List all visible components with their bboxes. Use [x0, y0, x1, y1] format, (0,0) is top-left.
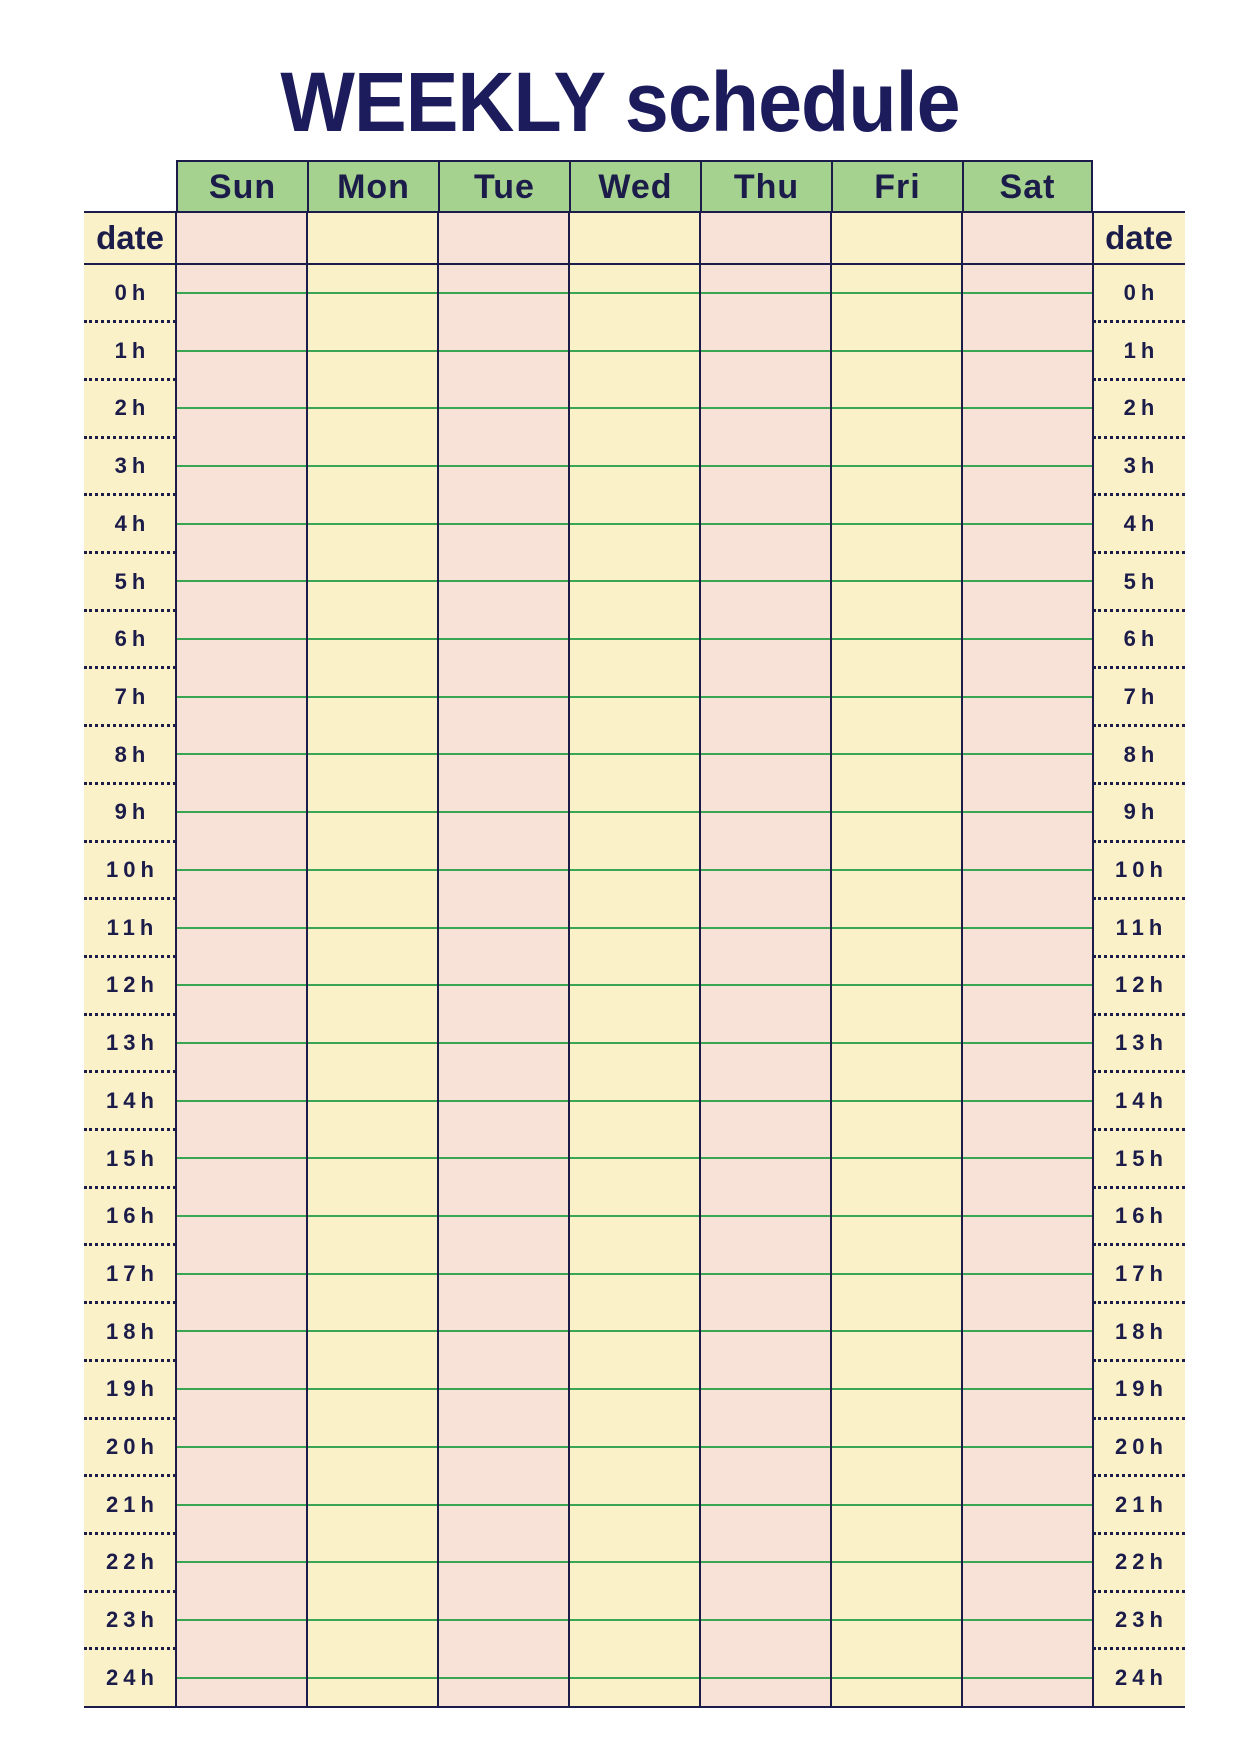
column-divider [568, 212, 570, 1707]
half-hour-line [176, 1504, 1093, 1506]
right-hour-label: 7h [1123, 683, 1160, 709]
half-hour-line [176, 984, 1093, 986]
grid-rule [84, 1706, 1185, 1708]
right-hour-label: 15h [1115, 1145, 1168, 1171]
right-hour-label: 14h [1115, 1087, 1168, 1113]
right-hour-label: 16h [1115, 1203, 1168, 1229]
half-hour-line [176, 523, 1093, 525]
column-divider [437, 212, 439, 1707]
left-hour-label: 7h [114, 683, 151, 709]
right-hour-label: 19h [1115, 1376, 1168, 1402]
left-hour-label: 15h [106, 1145, 159, 1171]
left-hour-label: 6h [114, 626, 151, 652]
grid-rule [84, 211, 1185, 213]
right-hour-label: 13h [1115, 1030, 1168, 1056]
column-divider [175, 212, 177, 1707]
half-hour-line [176, 927, 1093, 929]
page-title: WEEKLY schedule [280, 55, 960, 149]
half-hour-line [176, 696, 1093, 698]
half-hour-line [176, 1100, 1093, 1102]
half-hour-line [176, 292, 1093, 294]
right-hour-label: 3h [1123, 453, 1160, 479]
left-hour-label: 8h [114, 741, 151, 767]
left-hour-label: 21h [106, 1491, 159, 1517]
left-hour-label: 20h [106, 1434, 159, 1459]
column-divider [306, 212, 308, 1707]
column-divider [961, 212, 963, 1707]
right-date-label: date [1105, 219, 1173, 256]
left-hour-label: 0h [114, 280, 151, 305]
left-hour-label: 12h [106, 972, 159, 998]
left-hour-label: 19h [106, 1376, 159, 1402]
half-hour-line [176, 465, 1093, 467]
left-hour-label: 3h [114, 453, 151, 479]
right-hour-label: 23h [1115, 1607, 1168, 1633]
half-hour-line [176, 1388, 1093, 1390]
right-hour-label: 8h [1123, 741, 1160, 767]
day-header-mon: Mon [307, 160, 438, 212]
right-hour-label: 5h [1123, 568, 1160, 594]
right-hour-label: 20h [1115, 1434, 1168, 1459]
day-column-tue[interactable] [438, 212, 569, 1707]
half-hour-line [176, 1042, 1093, 1044]
right-hour-label: 17h [1115, 1260, 1168, 1286]
left-hour-label: 23h [106, 1607, 159, 1633]
left-hour-label: 14h [106, 1087, 159, 1113]
left-hour-label: 17h [106, 1260, 159, 1286]
right-hour-label: 22h [1115, 1549, 1168, 1575]
right-hour-label: 10h [1115, 857, 1168, 882]
half-hour-line [176, 407, 1093, 409]
half-hour-line [176, 638, 1093, 640]
right-hour-label: 24h [1115, 1664, 1168, 1690]
half-hour-line [176, 1561, 1093, 1563]
left-hour-label: 13h [106, 1030, 159, 1056]
right-hour-label: 12h [1115, 972, 1168, 998]
half-hour-line [176, 811, 1093, 813]
half-hour-line [176, 753, 1093, 755]
day-header-sat: Sat [962, 160, 1093, 212]
left-hour-label: 9h [114, 799, 151, 825]
left-date-label: date [96, 219, 164, 256]
half-hour-line [176, 1619, 1093, 1621]
right-hour-label: 0h [1123, 280, 1160, 305]
day-column-mon[interactable] [307, 212, 438, 1707]
day-header-thu: Thu [700, 160, 831, 212]
day-header-fri: Fri [831, 160, 962, 212]
right-hour-label: 11h [1115, 914, 1168, 940]
left-hour-label: 22h [106, 1549, 159, 1575]
right-hour-label: 4h [1123, 510, 1160, 536]
day-column-wed[interactable] [569, 212, 700, 1707]
day-header-wed: Wed [569, 160, 700, 212]
day-column-fri[interactable] [831, 212, 962, 1707]
half-hour-line [176, 1215, 1093, 1217]
left-hour-label: 5h [114, 568, 151, 594]
half-hour-line [176, 350, 1093, 352]
left-hour-label: 1h [114, 337, 151, 363]
column-divider [1092, 212, 1094, 1707]
right-hour-label: 21h [1115, 1491, 1168, 1517]
right-hour-label: 6h [1123, 626, 1160, 652]
column-divider [830, 212, 832, 1707]
grid-rule [84, 263, 1185, 265]
day-column-thu[interactable] [700, 212, 831, 1707]
half-hour-line [176, 1677, 1093, 1679]
right-hour-label: 18h [1115, 1318, 1168, 1344]
right-hour-label: 1h [1123, 337, 1160, 363]
half-hour-line [176, 1273, 1093, 1275]
half-hour-line [176, 1446, 1093, 1448]
left-hour-label: 18h [106, 1318, 159, 1344]
left-hour-label: 11h [106, 914, 159, 940]
right-hour-label: 2h [1123, 395, 1160, 421]
left-hour-label: 24h [106, 1664, 159, 1690]
day-header-sun: Sun [176, 160, 307, 212]
half-hour-line [176, 580, 1093, 582]
half-hour-line [176, 1157, 1093, 1159]
right-hour-label: 9h [1123, 799, 1160, 825]
left-hour-label: 2h [114, 395, 151, 421]
day-column-sat[interactable] [962, 212, 1093, 1707]
left-hour-label: 16h [106, 1203, 159, 1229]
day-header-tue: Tue [438, 160, 569, 212]
left-hour-label: 10h [106, 857, 159, 882]
half-hour-line [176, 869, 1093, 871]
half-hour-line [176, 1330, 1093, 1332]
day-column-sun[interactable] [176, 212, 307, 1707]
left-hour-label: 4h [114, 510, 151, 536]
column-divider [699, 212, 701, 1707]
